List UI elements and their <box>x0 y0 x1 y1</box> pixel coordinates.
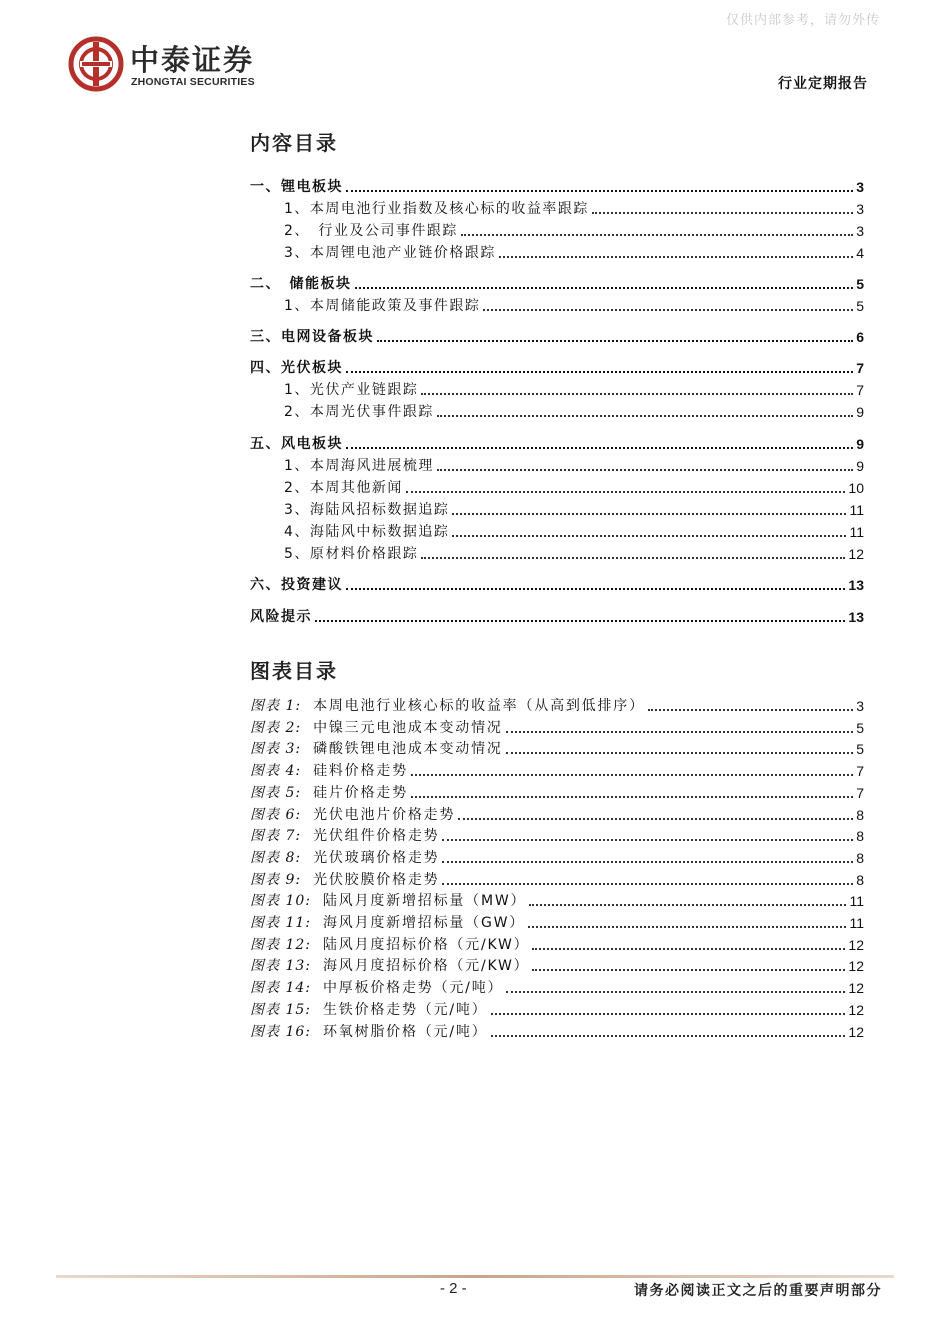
contents-title: 内容目录 <box>250 131 338 155</box>
figure-entry-label: 图表 8: <box>250 849 302 866</box>
toc-entry[interactable] <box>250 273 864 293</box>
figure-entry-title: 环氧树脂价格（元/吨） <box>322 1023 488 1040</box>
figure-entry[interactable] <box>250 934 864 954</box>
toc-entry[interactable] <box>250 543 864 563</box>
toc-dot-leader <box>355 286 854 289</box>
figure-entry[interactable] <box>250 847 864 867</box>
figure-entry-title: 海风月度新增招标量（GW） <box>322 915 526 931</box>
figure-entry[interactable] <box>250 955 864 975</box>
toc-entry[interactable] <box>250 433 864 453</box>
toc-entry[interactable] <box>250 220 864 240</box>
figure-entry[interactable] <box>250 912 864 932</box>
figure-entry[interactable] <box>250 977 864 997</box>
toc-dot-leader <box>377 339 853 342</box>
figure-dot-leader <box>411 795 853 798</box>
figure-entry-page: 7 <box>856 763 864 780</box>
toc-entry-title: 三、电网设备板块 <box>250 329 374 345</box>
figure-entry-page: 11 <box>849 893 864 910</box>
toc-dot-leader <box>483 308 853 311</box>
figure-dot-leader <box>442 860 853 863</box>
figure-entry[interactable] <box>250 999 864 1019</box>
toc-entry-title: 5、原材料价格跟踪 <box>284 546 419 562</box>
toc-entry[interactable] <box>250 606 864 626</box>
figure-entry[interactable] <box>250 782 864 802</box>
figure-entry-label: 图表 1: <box>250 698 302 714</box>
toc-entry-title: 五、风电板块 <box>250 436 343 452</box>
toc-dot-leader <box>452 512 846 515</box>
figure-dot-leader <box>532 968 845 971</box>
zhongtai-logo-icon <box>68 36 124 92</box>
figure-entry-page: 12 <box>848 980 864 997</box>
figure-entry-page: 8 <box>856 849 864 866</box>
figure-entry-page: 3 <box>856 698 864 714</box>
toc-entry[interactable] <box>250 499 864 519</box>
figure-entry-label: 图表 16: <box>250 1023 311 1040</box>
toc-entry[interactable] <box>250 198 864 218</box>
figure-entry-title: 中镍三元电池成本变动情况 <box>313 719 503 736</box>
figure-entry-title: 光伏电池片价格走势 <box>313 806 456 823</box>
toc-entry-title: 2、本周其他新闻 <box>284 480 403 496</box>
toc-entry-title: 风险提示 <box>250 609 312 625</box>
toc-entry-page: 11 <box>849 502 864 518</box>
toc-entry[interactable] <box>250 242 864 262</box>
toc-entry-title: 一、锂电板块 <box>250 179 343 195</box>
figure-dot-leader <box>506 730 854 733</box>
figure-dot-leader <box>532 947 845 950</box>
figure-entry-title: 生铁价格走势（元/吨） <box>322 1001 488 1018</box>
figure-entry-page: 8 <box>856 806 864 823</box>
figure-entry-label: 图表 10: <box>250 893 311 910</box>
figure-entry-page: 12 <box>848 1001 864 1018</box>
figure-entry-label: 图表 2: <box>250 719 302 736</box>
toc-dot-leader <box>346 587 845 590</box>
figure-dot-leader <box>442 882 853 885</box>
toc-entry[interactable] <box>250 477 864 497</box>
toc-entry-title: 3、海陆风招标数据追踪 <box>284 502 450 518</box>
figure-entry-page: 5 <box>856 741 864 758</box>
toc-dot-leader <box>315 619 845 622</box>
figure-entry-label: 图表 9: <box>250 871 302 888</box>
toc-entry[interactable] <box>250 521 864 541</box>
figure-entry[interactable] <box>250 717 864 737</box>
toc-dot-leader <box>406 490 846 493</box>
figure-entry-label: 图表 3: <box>250 741 302 758</box>
footer-divider <box>56 1275 894 1278</box>
figure-entry-page: 11 <box>849 915 864 931</box>
toc-entry-page: 4 <box>856 245 864 261</box>
toc-entry[interactable] <box>250 176 864 196</box>
toc-entry-title: 3、本周锂电池产业链价格跟踪 <box>284 245 496 261</box>
figure-dot-leader <box>648 708 853 711</box>
figure-entry[interactable] <box>250 804 864 824</box>
figure-dot-leader <box>506 990 845 993</box>
toc-entry-page: 9 <box>856 436 864 452</box>
toc-dot-leader <box>437 414 853 417</box>
toc-dot-leader <box>421 556 845 559</box>
toc-entry-page: 3 <box>856 201 864 217</box>
company-name-cn: 中泰证券 <box>130 43 255 77</box>
figure-dot-leader <box>506 751 854 754</box>
figure-dot-leader <box>491 1012 846 1015</box>
figure-entry-page: 12 <box>848 1023 864 1040</box>
toc-dot-leader <box>421 392 853 395</box>
toc-entry-title: 四、光伏板块 <box>250 360 343 376</box>
toc-dot-leader <box>346 189 853 192</box>
toc-entry-page: 7 <box>856 360 864 376</box>
figure-entry-label: 图表 5: <box>250 784 302 801</box>
toc-entry-page: 3 <box>856 179 864 195</box>
figure-entry-title: 磷酸铁锂电池成本变动情况 <box>313 741 503 758</box>
toc-entry[interactable] <box>250 357 864 377</box>
toc-entry-title: 1、本周电池行业指数及核心标的收益率跟踪 <box>284 201 589 217</box>
toc-entry-page: 11 <box>849 524 864 540</box>
toc-dot-leader <box>346 370 853 373</box>
toc-entry-page: 7 <box>856 382 864 398</box>
figure-entry-label: 图表 4: <box>250 763 302 780</box>
figure-entry-label: 图表 15: <box>250 1001 311 1018</box>
figure-entry-page: 12 <box>848 958 864 975</box>
toc-entry-title: 六、投资建议 <box>250 577 343 593</box>
company-name-en: ZHONGTAI SECURITIES <box>131 76 255 88</box>
figure-entry[interactable] <box>250 869 864 889</box>
figure-entry[interactable] <box>250 1021 864 1041</box>
figure-entry[interactable] <box>250 695 864 715</box>
figure-entry-label: 图表 12: <box>250 936 311 953</box>
toc-dot-leader <box>499 255 853 258</box>
figure-entry-title: 硅片价格走势 <box>313 784 408 801</box>
figure-entry-title: 光伏胶膜价格走势 <box>313 871 440 888</box>
toc-entry-page: 5 <box>856 298 864 314</box>
figure-entry-title: 陆风月度新增招标量（MW） <box>322 893 527 910</box>
figures-title: 图表目录 <box>250 659 338 683</box>
toc-entry-page: 13 <box>848 577 864 593</box>
toc-dot-leader <box>346 446 853 449</box>
toc-entry[interactable] <box>250 401 864 421</box>
toc-entry[interactable] <box>250 574 864 594</box>
toc-entry[interactable] <box>250 379 864 399</box>
toc-entry-title: 1、本周储能政策及事件跟踪 <box>284 298 481 314</box>
footer-disclaimer: 请务必阅读正文之后的重要声明部分 <box>634 1283 882 1299</box>
figure-entry-title: 光伏组件价格走势 <box>313 828 440 845</box>
figure-entry[interactable] <box>250 890 864 910</box>
figure-dot-leader <box>529 903 846 906</box>
watermark: 仅供内部参考，请勿外传 <box>725 13 880 28</box>
toc-entry-title: 2、 行业及公司事件跟踪 <box>284 223 458 239</box>
report-type: 行业定期报告 <box>778 76 868 92</box>
figure-entry[interactable] <box>250 760 864 780</box>
page-number: - 2 - <box>440 1280 467 1297</box>
toc-dot-leader <box>461 233 853 236</box>
figure-dot-leader <box>528 925 846 928</box>
figure-entry-page: 8 <box>856 828 864 845</box>
toc-entry[interactable] <box>250 295 864 315</box>
figure-entry-page: 12 <box>848 936 864 953</box>
toc-entry-page: 12 <box>848 546 864 562</box>
company-logo <box>68 36 298 96</box>
figure-entry-title: 硅料价格走势 <box>313 763 408 780</box>
toc-entry-page: 6 <box>856 329 864 345</box>
toc-entry-page: 5 <box>856 276 864 292</box>
toc-entry-page: 9 <box>856 458 864 474</box>
figure-entry-page: 8 <box>856 871 864 888</box>
toc-entry-title: 4、海陆风中标数据追踪 <box>284 524 450 540</box>
toc-entry-title: 1、本周海风进展梳理 <box>284 458 434 474</box>
toc-dot-leader <box>437 468 853 471</box>
figure-dot-leader <box>442 838 853 841</box>
toc-entry-title: 二、 储能板块 <box>250 276 352 292</box>
figure-entry-label: 图表 7: <box>250 828 302 845</box>
figure-entry-label: 图表 11: <box>250 915 311 931</box>
figure-entry-title: 陆风月度招标价格（元/KW） <box>322 936 530 953</box>
figure-entry-label: 图表 14: <box>250 980 311 997</box>
figure-entry-page: 7 <box>856 784 864 801</box>
figure-entry-label: 图表 13: <box>250 958 311 975</box>
figure-entry-title: 海风月度招标价格（元/KW） <box>322 958 530 975</box>
figure-entry[interactable] <box>250 738 864 758</box>
figure-entry-title: 光伏玻璃价格走势 <box>313 849 440 866</box>
toc-dot-leader <box>452 534 846 537</box>
figure-entry[interactable] <box>250 825 864 845</box>
toc-entry[interactable] <box>250 455 864 475</box>
toc-entry-page: 13 <box>848 609 864 625</box>
toc-entry-page: 10 <box>848 480 864 496</box>
figure-entry-page: 5 <box>856 719 864 736</box>
figure-entry-title: 中厚板价格走势（元/吨） <box>322 980 504 997</box>
toc-entry[interactable] <box>250 326 864 346</box>
figure-entry-label: 图表 6: <box>250 806 302 823</box>
figure-dot-leader <box>491 1034 846 1037</box>
figure-entry-title: 本周电池行业核心标的收益率（从高到低排序） <box>313 698 645 714</box>
figure-dot-leader <box>411 773 853 776</box>
figure-dot-leader <box>458 817 853 820</box>
toc-entry-title: 2、本周光伏事件跟踪 <box>284 404 434 420</box>
toc-entry-page: 9 <box>856 404 864 420</box>
toc-dot-leader <box>592 211 853 214</box>
toc-entry-page: 3 <box>856 223 864 239</box>
toc-entry-title: 1、光伏产业链跟踪 <box>284 382 419 398</box>
